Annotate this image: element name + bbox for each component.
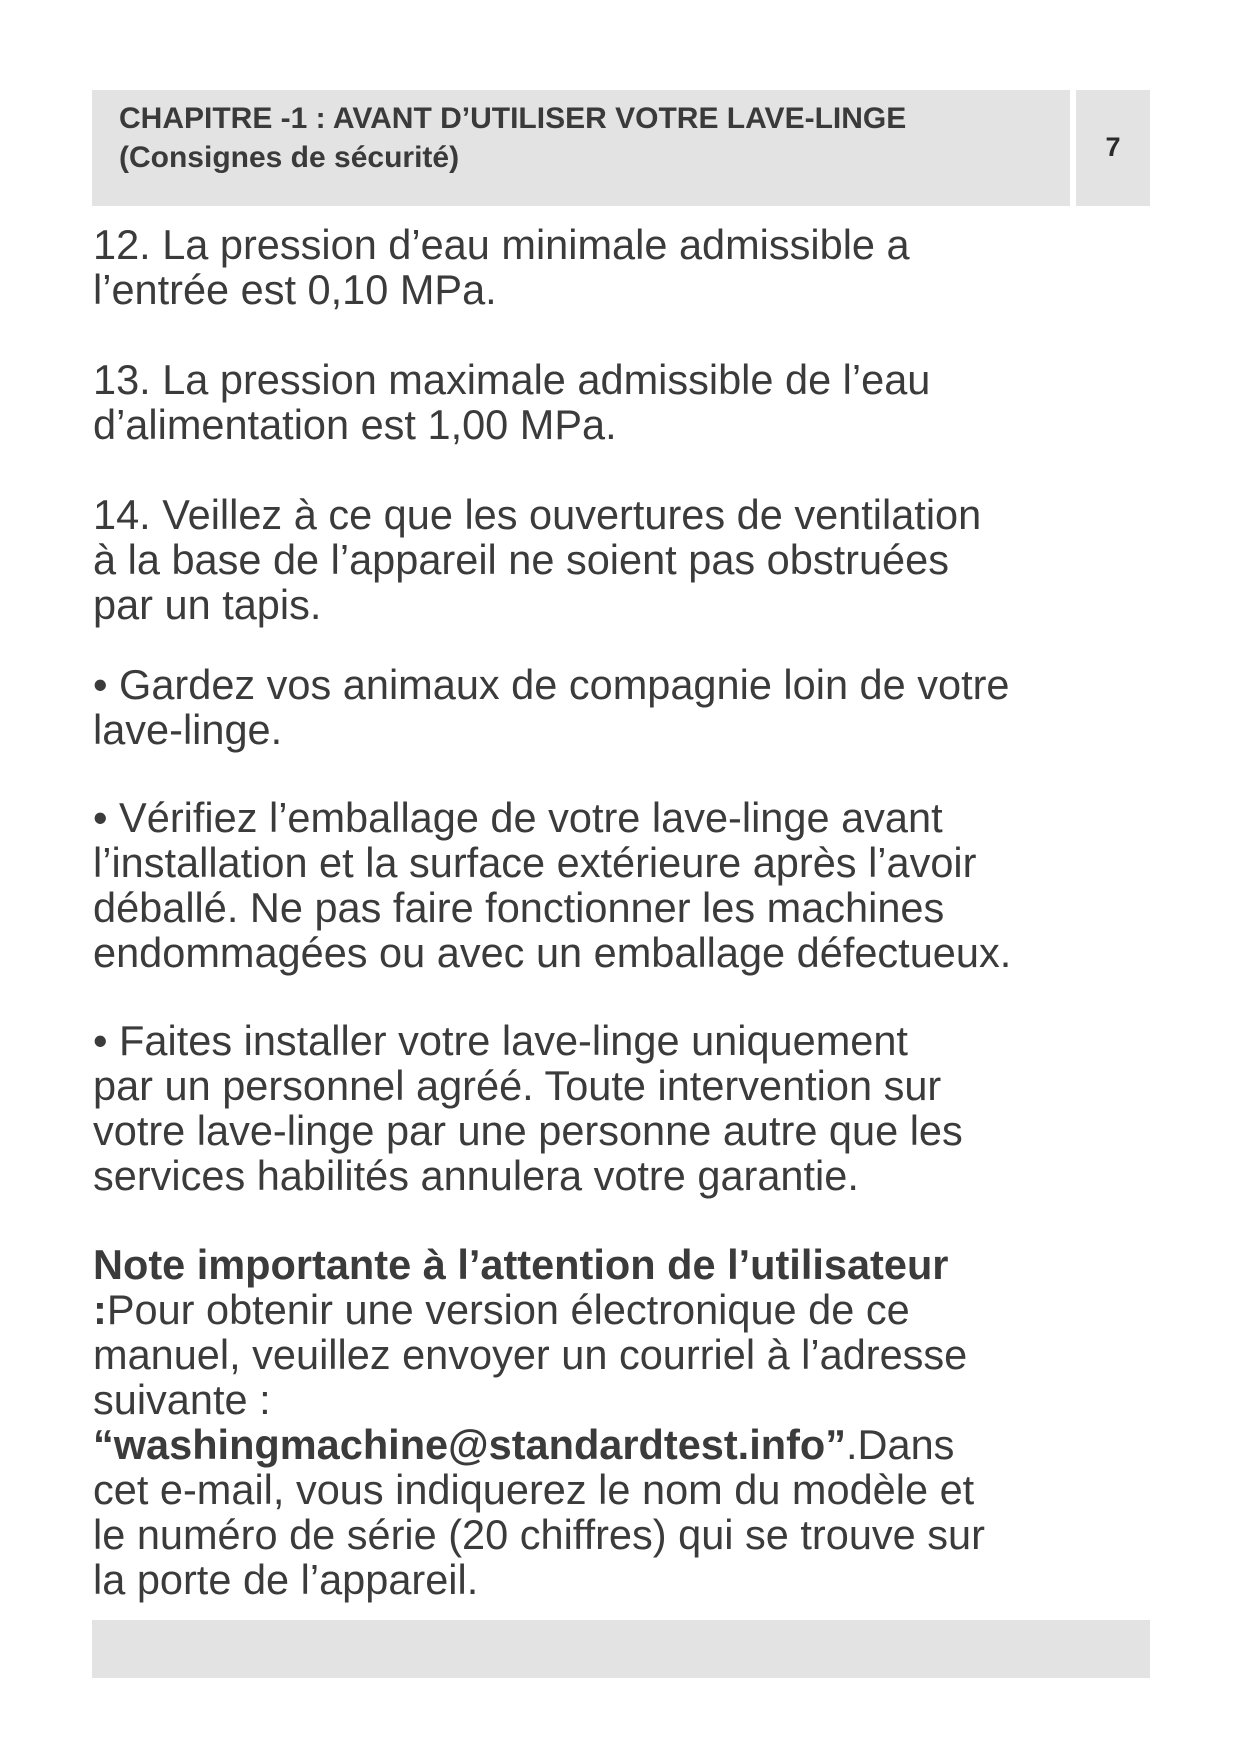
- bullet-line: déballé. Ne pas faire fonctionner les machines: [93, 884, 945, 931]
- bullet-pets: [93, 662, 1153, 752]
- bullet-line: endommagées ou avec un emballage défectueux.: [93, 929, 1012, 976]
- page-number: 7: [1105, 132, 1121, 162]
- item-line: à la base de l’appareil ne soient pas obstruées: [93, 536, 949, 583]
- bullet-line: • Faites installer votre lave-linge uniquement: [93, 1017, 908, 1064]
- bullet-packaging: [93, 795, 1153, 975]
- note-line: manuel, veuillez envoyer un courriel à l’adresse: [93, 1331, 968, 1378]
- note-heading: Note importante à l’attention de l’utilisateur: [93, 1241, 949, 1288]
- chapter-title-box: [92, 90, 1070, 206]
- bullet-line: l’installation et la surface extérieure après l’avoir: [93, 839, 977, 886]
- item-line: 13. La pression maximale admissible de l’eau: [93, 356, 931, 403]
- bullet-line: services habilités annulera votre garantie.: [93, 1152, 859, 1199]
- bullet-line: • Vérifiez l’emballage de votre lave-linge avant: [93, 794, 943, 841]
- chapter-title: CHAPITRE -1 : AVANT D’UTILISER VOTRE LAVE-LINGE: [119, 102, 907, 135]
- note-line: cet e-mail, vous indiquerez le nom du modèle et: [93, 1466, 975, 1513]
- note-text: Pour obtenir une version électronique de ce: [106, 1286, 910, 1333]
- important-note: [93, 1242, 1153, 1602]
- page-number-box: [1076, 90, 1150, 206]
- note-line: [93, 1422, 1153, 1467]
- chapter-header: [92, 90, 1150, 206]
- item-14: [93, 492, 1153, 627]
- bullet-line: par un personnel agréé. Toute intervention sur: [93, 1062, 942, 1109]
- item-line: d’alimentation est 1,00 MPa.: [93, 401, 617, 448]
- bullet-line: votre lave-linge par une personne autre que les: [93, 1107, 963, 1154]
- note-line: [93, 1287, 1153, 1332]
- bullet-installation: [93, 1018, 1153, 1198]
- item-line: 12. La pression d’eau minimale admissible a: [93, 221, 910, 268]
- note-line: suivante :: [93, 1376, 271, 1423]
- bullet-line: lave-linge.: [93, 706, 283, 753]
- email-address: “washingmachine@standardtest.info”: [93, 1421, 846, 1468]
- note-line: la porte de l’appareil.: [93, 1556, 479, 1603]
- item-12: [93, 222, 1153, 312]
- bullet-line: • Gardez vos animaux de compagnie loin de votre: [93, 661, 1010, 708]
- note-line: le numéro de série (20 chiffres) qui se trouve sur: [93, 1511, 985, 1558]
- footer-bar: [92, 1620, 1150, 1678]
- item-line: l’entrée est 0,10 MPa.: [93, 266, 497, 313]
- note-colon: :: [93, 1286, 107, 1333]
- item-line: par un tapis.: [93, 581, 322, 628]
- item-line: 14. Veillez à ce que les ouvertures de ventilation: [93, 491, 982, 538]
- note-text: .Dans: [846, 1421, 955, 1468]
- chapter-subtitle: (Consignes de sécurité): [119, 141, 460, 174]
- item-13: [93, 357, 1153, 447]
